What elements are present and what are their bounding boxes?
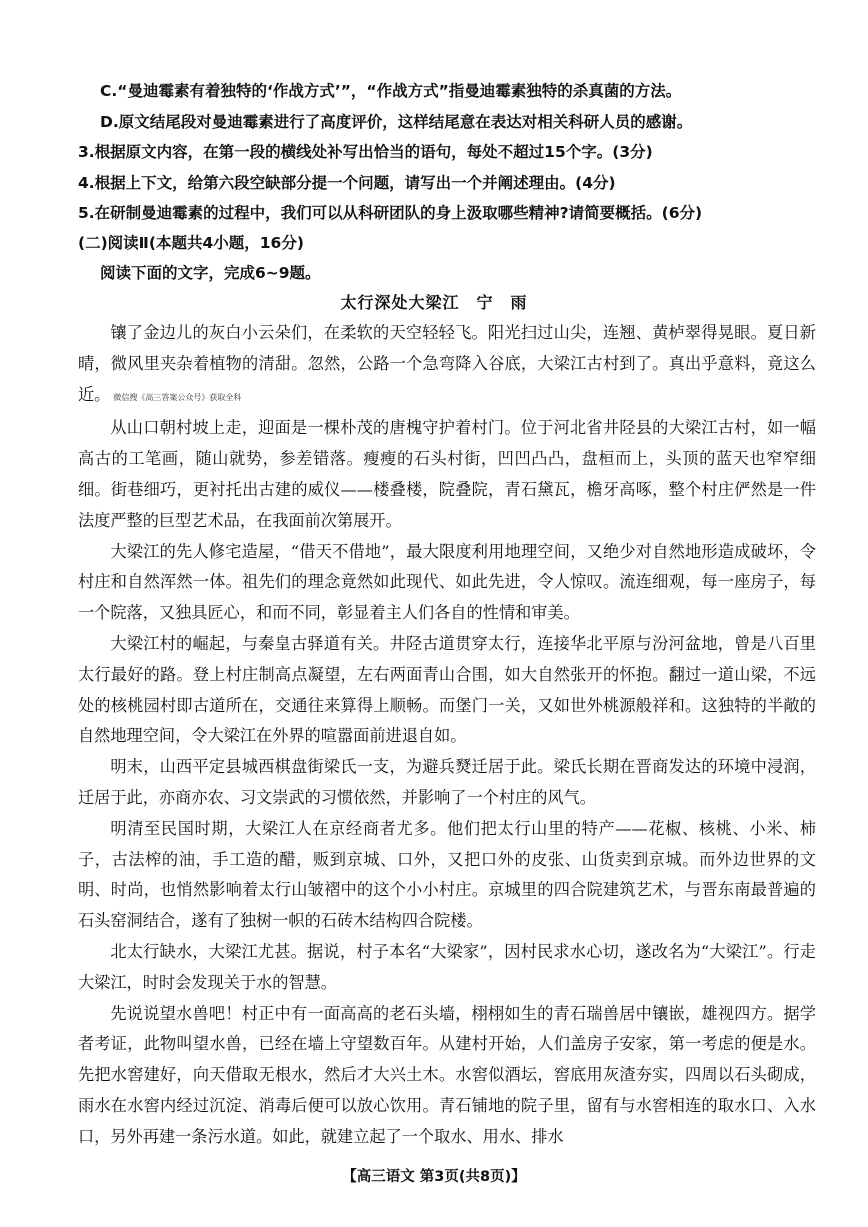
paragraph-4: 大梁江村的崛起，与秦皇古驿道有关。井陉古道贯穿太行，连接华北平原与汾河盆地，曾是八百里太行最好的路。登上村庄制高点凝望，左右两面青山合围，如大自然张开的怀抱。翻过一道山梁，不远处的核桃园村即古道所在，交通往来算得上顺畅。而堡门一关，又如世外桃源般祥和。这独特的半敞的自然地理空间，令大梁江在外界的喧嚣面前进退自如。 [78,633,816,746]
watermark-text: 微信搜《高三答案公众号》获取全科 [113,392,242,402]
option-c: C.“曼迪霉素有着独特的‘作战方式’”，“作战方式”指曼迪霉素独特的杀真菌的方法。 [100,82,682,100]
reading-instruction: 阅读下面的文字，完成6~9题。 [100,264,321,282]
section-heading: (二)阅读Ⅱ(本题共4小题，16分) [78,234,304,252]
paragraph-5: 明末，山西平定县城西棋盘街梁氏一支，为避兵燹迁居于此。梁氏长期在晋商发达的环境中浸润，迁居于此，亦商亦农、习文崇武的习惯依然，并影响了一个村庄的风气。 [78,757,816,807]
question-5: 5.在研制曼迪霉素的过程中，我们可以从科研团队的身上汲取哪些精神?请简要概括。(6分) [78,204,703,222]
article-title: 太行深处大梁江 宁 雨 [340,293,528,312]
question-3: 3.根据原文内容，在第一段的横线处补写出恰当的语句，每处不超过15个字。(3分) [78,143,653,161]
paragraph-6: 明清至民国时期，大梁江人在京经商者尤多。他们把太行山里的特产——花椒、核桃、小米、柿子，古法榨的油，手工造的醋，贩到京城、口外，又把口外的皮张、山货卖到京城。而外边世界的文明、时尚，也悄然影响着太行山皱褶中的这个小小村庄。京城里的四合院建筑艺术，与晋东南最普遍的石头窑洞结合，遂有了独树一帜的石砖木结构四合院楼。 [78,818,816,931]
paragraph-8: 先说说望水兽吧！村正中有一面高高的老石头墙，栩栩如生的青石瑞兽居中镶嵌，雄视四方。据学者考证，此物叫望水兽，已经在墙上守望数百年。从建村开始，人们盖房子安家，第一考虑的便是水。先把水窖建好，向天借取无根水，然后才大兴土木。水窖似酒坛，窖底用灰渣夯实，四周以石头砌成，雨水在水窖内经过沉淀、消毒后便可以放心饮用。青石铺地的院子里，留有与水窖相连的取水口、入水口，另外再建一条污水道。如此，就建立起了一个取水、用水、排水 [78,1003,816,1146]
paragraph-3: 大梁江的先人修宅造屋，“借天不借地”，最大限度利用地理空间，又绝少对自然地形造成破坏，令村庄和自然浑然一体。祖先们的理念竟然如此现代、如此先进，令人惊叹。流连细观，每一座房子，每一个院落，又独具匠心，和而不同，彰显着主人们各自的性情和审美。 [78,541,816,623]
paragraph-1 [78,318,816,413]
question-4: 4.根据上下文，给第六段空缺部分提一个问题，请写出一个并阐述理由。(4分) [78,174,616,192]
option-d: D.原文结尾段对曼迪霉素进行了高度评价，这样结尾意在表达对相关科研人员的感谢。 [100,113,693,131]
page-footer: 【高三语文 第3页(共8页)】 [342,1169,526,1185]
paragraph-2: 从山口朝村坡上走，迎面是一棵朴茂的唐槐守护着村门。位于河北省井陉县的大梁江古村，如一幅高古的工笔画，随山就势，参差错落。瘦瘦的石头村街，凹凹凸凸，盘桓而上，头顶的蓝天也窄窄细细。街巷细巧，更衬托出古建的威仪——楼叠楼，院叠院，青石黛瓦，檐牙高啄，整个村庄俨然是一件法度严整的巨型艺术品，在我面前次第展开。 [78,418,816,530]
paragraph-1-text: 镶了金边儿的灰白小云朵们，在柔软的天空轻轻飞。阳光扫过山尖，连翘、黄栌翠得晃眼。夏日新晴，微风里夹杂着植物的清甜。忽然，公路一个急弯降入谷底，大梁江古村到了。真出乎意料，竟这么近。 [78,323,816,404]
article-body [78,318,816,1153]
paragraph-7: 北太行缺水，大梁江尤甚。据说，村子本名“大梁家”，因村民求水心切，遂改名为“大梁江”。行走大梁江，时时会发现关于水的智慧。 [78,941,816,992]
